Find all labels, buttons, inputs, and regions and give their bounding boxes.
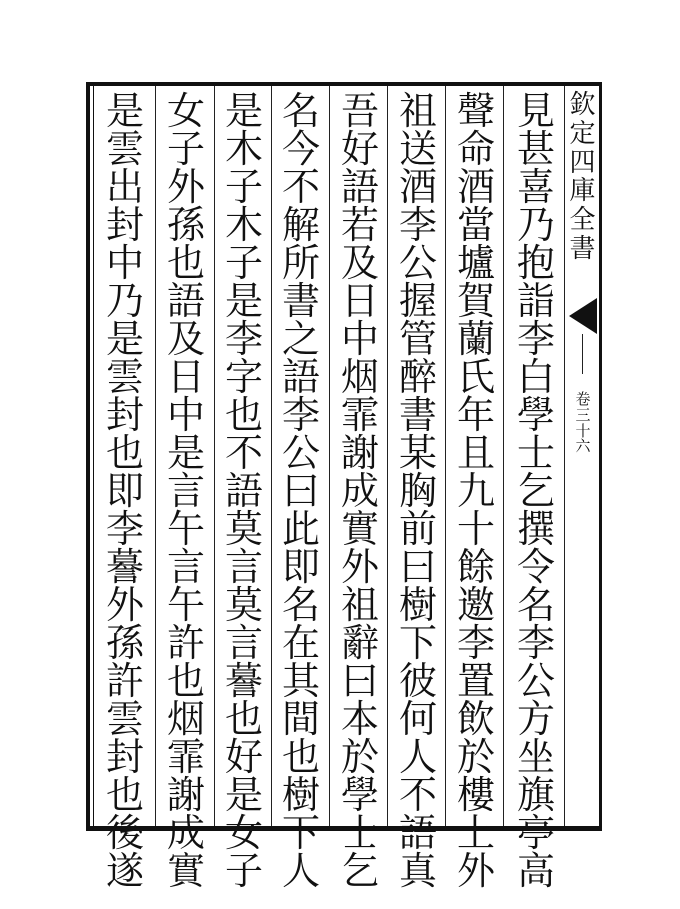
character: 霏 — [166, 735, 205, 779]
character: 乃 — [516, 203, 555, 247]
character: 也 — [166, 659, 205, 703]
character: 管 — [398, 317, 437, 361]
character: 庫 — [569, 176, 596, 207]
character: 書 — [569, 233, 596, 264]
character: 吾 — [340, 89, 379, 133]
character: 間 — [281, 697, 320, 741]
character: 言 — [166, 545, 205, 589]
character: 蘭 — [456, 317, 495, 361]
character: 及 — [166, 317, 205, 361]
character: 之 — [281, 317, 320, 361]
character: 即 — [281, 545, 320, 589]
character: 子 — [224, 165, 263, 209]
text-column-8 — [97, 89, 153, 893]
text-column-2 — [448, 89, 504, 893]
character: 曰 — [340, 659, 379, 703]
character: 成 — [166, 811, 205, 855]
character: 外 — [340, 545, 379, 589]
character: 李 — [281, 393, 320, 437]
character: 詣 — [516, 279, 555, 323]
character: 聲 — [456, 89, 495, 133]
character: 也 — [281, 735, 320, 779]
character: 言 — [224, 545, 263, 589]
character: 成 — [340, 469, 379, 513]
character: 李 — [398, 203, 437, 247]
character: 也 — [224, 393, 263, 437]
character: 女 — [166, 89, 205, 133]
character: 雲 — [105, 697, 144, 741]
character: 及 — [340, 241, 379, 285]
column-divider — [564, 86, 565, 826]
frame-left-border — [86, 82, 90, 831]
character: 語 — [340, 165, 379, 209]
character: 酒 — [456, 165, 495, 209]
character: 孫 — [166, 203, 205, 247]
character: 辭 — [340, 621, 379, 665]
character: 語 — [281, 355, 320, 399]
character: 握 — [398, 279, 437, 323]
character: 也 — [105, 431, 144, 475]
character: 中 — [340, 317, 379, 361]
character: 樹 — [398, 583, 437, 627]
character: 許 — [105, 659, 144, 703]
character: 喜 — [516, 165, 555, 209]
character: 孫 — [105, 621, 144, 665]
character: 李 — [456, 621, 495, 665]
fishtail-mark — [569, 298, 597, 334]
character: 卷 — [575, 390, 591, 408]
character: 公 — [281, 431, 320, 475]
character: 是 — [105, 317, 144, 361]
character: 全 — [569, 205, 596, 236]
text-column-7 — [158, 89, 214, 893]
character: 名 — [281, 583, 320, 627]
character: 日 — [166, 355, 205, 399]
character: 乞 — [516, 469, 555, 513]
character: 午 — [166, 507, 205, 551]
character: 也 — [166, 241, 205, 285]
character: 中 — [105, 241, 144, 285]
character: 邀 — [456, 583, 495, 627]
character: 樹 — [281, 773, 320, 817]
character: 謩 — [224, 659, 263, 703]
character: 也 — [105, 773, 144, 817]
character: 士 — [340, 811, 379, 855]
character: 不 — [281, 165, 320, 209]
character: 是 — [166, 431, 205, 475]
character: 李 — [516, 317, 555, 361]
character: 雲 — [105, 355, 144, 399]
character: 外 — [166, 165, 205, 209]
character: 語 — [224, 469, 263, 513]
character: 好 — [340, 127, 379, 171]
character: 於 — [456, 735, 495, 779]
character: 子 — [166, 127, 205, 171]
character: 人 — [398, 735, 437, 779]
character: 旗 — [516, 773, 555, 817]
character: 語 — [166, 279, 205, 323]
character: 此 — [281, 507, 320, 551]
character: 霏 — [340, 393, 379, 437]
character: 其 — [281, 659, 320, 703]
character: 上 — [456, 811, 495, 855]
character: 且 — [456, 431, 495, 475]
character: 坐 — [516, 735, 555, 779]
character: 日 — [340, 279, 379, 323]
character: 書 — [281, 279, 320, 323]
character: 語 — [398, 811, 437, 855]
character: 撰 — [516, 507, 555, 551]
character: 子 — [224, 241, 263, 285]
character: 欽 — [569, 90, 596, 120]
character: 年 — [456, 393, 495, 437]
character: 真 — [398, 849, 437, 893]
character: 所 — [281, 241, 320, 285]
character: 午 — [166, 583, 205, 627]
character: 李 — [516, 621, 555, 665]
character: 高 — [516, 849, 555, 893]
character: 子 — [224, 849, 263, 893]
character: 實 — [166, 849, 205, 893]
character: 烟 — [340, 355, 379, 399]
frame-right-border — [599, 82, 602, 831]
character: 雲 — [105, 127, 144, 171]
text-column-6 — [216, 89, 272, 893]
character: 字 — [224, 355, 263, 399]
character: 前 — [398, 507, 437, 551]
character: 四 — [569, 147, 596, 178]
character: 置 — [456, 659, 495, 703]
character: 是 — [224, 279, 263, 323]
character: 於 — [340, 735, 379, 779]
character: 謩 — [105, 545, 144, 589]
character: 三 — [575, 405, 591, 424]
character: 何 — [398, 697, 437, 741]
character: 十 — [456, 507, 495, 551]
character: 六 — [575, 437, 591, 456]
character: 外 — [105, 583, 144, 627]
character: 令 — [516, 545, 555, 589]
text-column-3 — [390, 89, 446, 893]
text-column-1 — [508, 89, 564, 893]
character: 十 — [575, 421, 591, 440]
character: 言 — [224, 621, 263, 665]
character: 學 — [340, 773, 379, 817]
character: 出 — [105, 165, 144, 209]
character: 即 — [105, 469, 144, 513]
character: 祖 — [340, 583, 379, 627]
character: 曰 — [281, 469, 320, 513]
character: 是 — [224, 89, 263, 133]
character: 亭 — [516, 811, 555, 855]
character: 士 — [516, 431, 555, 475]
character: 樓 — [456, 773, 495, 817]
character: 命 — [456, 127, 495, 171]
character: 學 — [516, 393, 555, 437]
character: 飲 — [456, 697, 495, 741]
character: 實 — [340, 507, 379, 551]
character: 下 — [281, 811, 320, 855]
character: 抱 — [516, 241, 555, 285]
character: 解 — [281, 203, 320, 247]
character: 今 — [281, 127, 320, 171]
character: 醉 — [398, 355, 437, 399]
character: 在 — [281, 621, 320, 665]
character: 某 — [398, 431, 437, 475]
character: 也 — [224, 697, 263, 741]
character: 胸 — [398, 469, 437, 513]
character: 若 — [340, 203, 379, 247]
character: 言 — [166, 469, 205, 513]
character: 李 — [105, 507, 144, 551]
character: 方 — [516, 697, 555, 741]
character: 見 — [516, 89, 555, 133]
character: 謝 — [166, 773, 205, 817]
frame-inner-left-line — [93, 82, 94, 831]
text-column-5 — [273, 89, 329, 893]
character: 乃 — [105, 279, 144, 323]
character: 彼 — [398, 659, 437, 703]
character: 是 — [224, 773, 263, 817]
character: 封 — [105, 735, 144, 779]
character: 定 — [569, 118, 596, 149]
character: 遂 — [105, 849, 144, 893]
column-divider — [329, 86, 330, 826]
character: 好 — [224, 735, 263, 779]
fishtail-line — [582, 334, 583, 374]
character: 公 — [398, 241, 437, 285]
character: 乞 — [340, 849, 379, 893]
character: 酒 — [398, 165, 437, 209]
frame-top-border — [86, 82, 602, 86]
character: 烟 — [166, 697, 205, 741]
character: 是 — [105, 89, 144, 133]
character: 木 — [224, 127, 263, 171]
volume-number — [568, 392, 598, 455]
character: 外 — [456, 849, 495, 893]
column-divider — [155, 86, 156, 826]
character: 木 — [224, 203, 263, 247]
character: 封 — [105, 393, 144, 437]
character: 李 — [224, 317, 263, 361]
character: 封 — [105, 203, 144, 247]
character: 中 — [166, 393, 205, 437]
character: 書 — [398, 393, 437, 437]
character: 公 — [516, 659, 555, 703]
character: 名 — [281, 89, 320, 133]
character: 莫 — [224, 583, 263, 627]
character: 許 — [166, 621, 205, 665]
character: 九 — [456, 469, 495, 513]
character: 氏 — [456, 355, 495, 399]
character: 白 — [516, 355, 555, 399]
character: 曰 — [398, 545, 437, 589]
character: 甚 — [516, 127, 555, 171]
character: 本 — [340, 697, 379, 741]
character: 壚 — [456, 241, 495, 285]
text-column-4 — [332, 89, 388, 893]
character: 餘 — [456, 545, 495, 589]
character: 當 — [456, 203, 495, 247]
character: 不 — [224, 431, 263, 475]
character: 下 — [398, 621, 437, 665]
character: 謝 — [340, 431, 379, 475]
character: 不 — [398, 773, 437, 817]
column-divider — [214, 86, 215, 826]
character: 後 — [105, 811, 144, 855]
character: 祖 — [398, 89, 437, 133]
character: 名 — [516, 583, 555, 627]
character: 人 — [281, 849, 320, 893]
character: 送 — [398, 127, 437, 171]
character: 賀 — [456, 279, 495, 323]
character: 莫 — [224, 507, 263, 551]
book-title-vertical — [566, 92, 599, 262]
character: 女 — [224, 811, 263, 855]
